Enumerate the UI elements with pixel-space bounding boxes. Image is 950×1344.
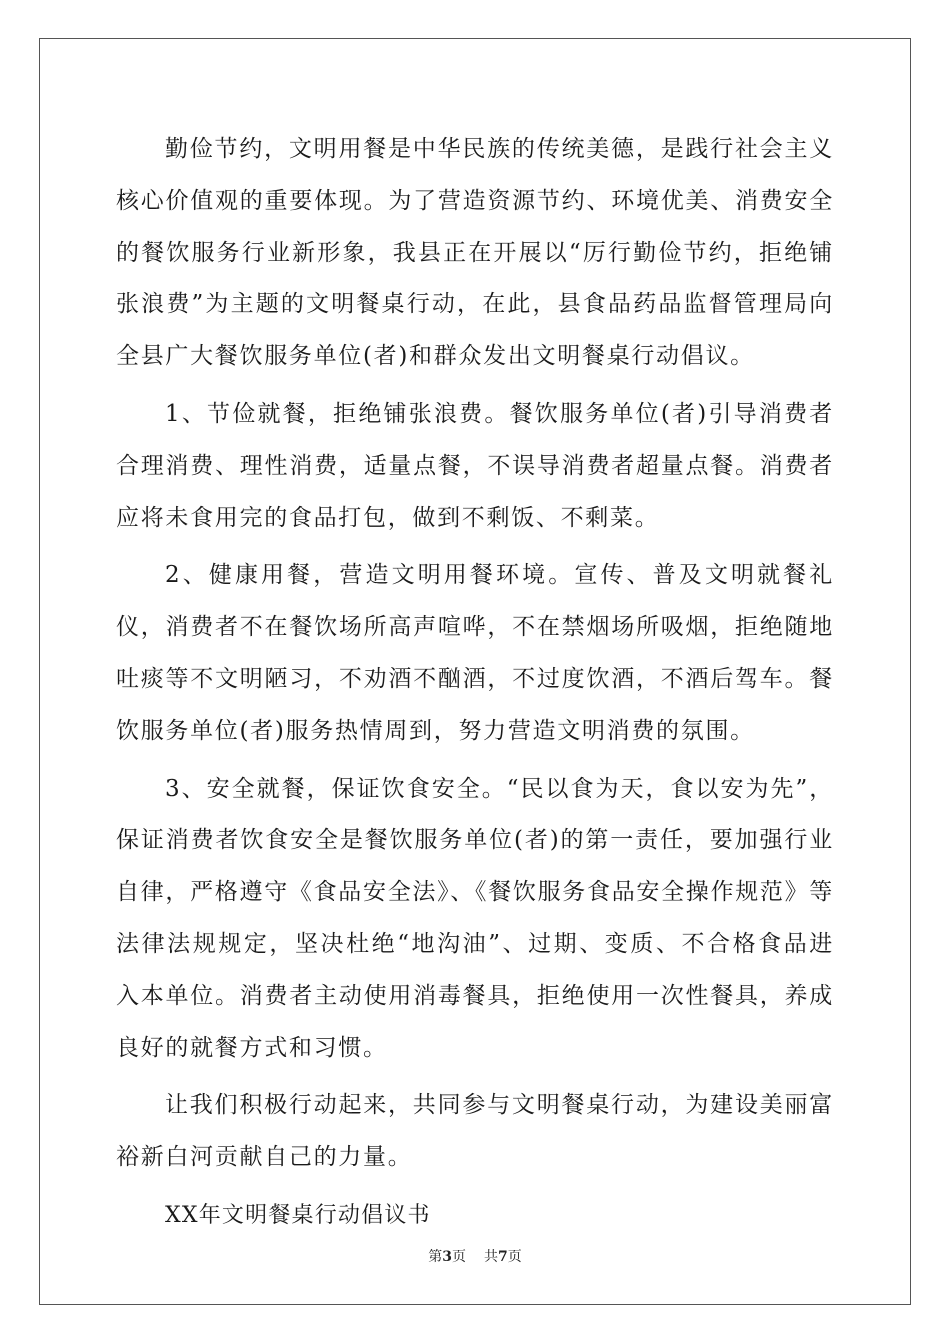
item-2-paragraph: 2、健康用餐，营造文明用餐环境。宣传、普及文明就餐礼仪，消费者不在餐饮场所高声喧哗，不在禁烟场所吸烟，拒绝随地吐痰等不文明陋习，不劝酒不酗酒，不过度饮酒，不酒后驾车。餐饮服务单位(者)服务热情周到，努力营造文明消费的氛围。 [116,562,834,744]
page-footer [0,1247,950,1267]
total-prefix: 共 [484,1249,498,1265]
item-1-paragraph: 1、节俭就餐，拒绝铺张浪费。餐饮服务单位(者)引导消费者合理消费、理性消费，适量点餐，不误导消费者超量点餐。消费者应将未食用完的食品打包，做到不剩饭、不剩菜。 [116,400,834,531]
closing-paragraph: 让我们积极行动起来，共同参与文明餐桌行动，为建设美丽富裕新白河贡献自己的力量。 [116,1092,834,1171]
page-total-indicator [484,1249,522,1265]
closing-title: XX年文明餐桌行动倡议书 [165,1202,431,1228]
page-current: 3 [442,1249,452,1265]
page-prefix: 第 [428,1249,443,1265]
intro-paragraph: 勤俭节约，文明用餐是中华民族的传统美德，是践行社会主义核心价值观的重要体现。为了营造资源节约、环境优美、消费安全的餐饮服务行业新形象，我县正在开展以“厉行勤俭节约，拒绝铺张浪费”为主题的文明餐桌行动，在此，县食品药品监督管理局向全县广大餐饮服务单位(者)和群众发出文明餐桌行动倡议。 [116,136,834,370]
page-total: 7 [498,1249,508,1265]
document-body [116,124,834,1242]
page-suffix: 页 [452,1249,466,1265]
page-number-indicator [428,1249,466,1265]
total-suffix: 页 [507,1249,522,1265]
item-3-paragraph: 3、安全就餐，保证饮食安全。“民以食为天，食以安为先”，保证消费者饮食安全是餐饮服务单位(者)的第一责任，要加强行业自律，严格遵守《食品安全法》、《餐饮服务食品安全操作规范》等法律法规规定，坚决杜绝“地沟油”、过期、变质、不合格食品进入本单位。消费者主动使用消毒餐具，拒绝使用一次性餐具，养成良好的就餐方式和习惯。 [116,775,834,1061]
